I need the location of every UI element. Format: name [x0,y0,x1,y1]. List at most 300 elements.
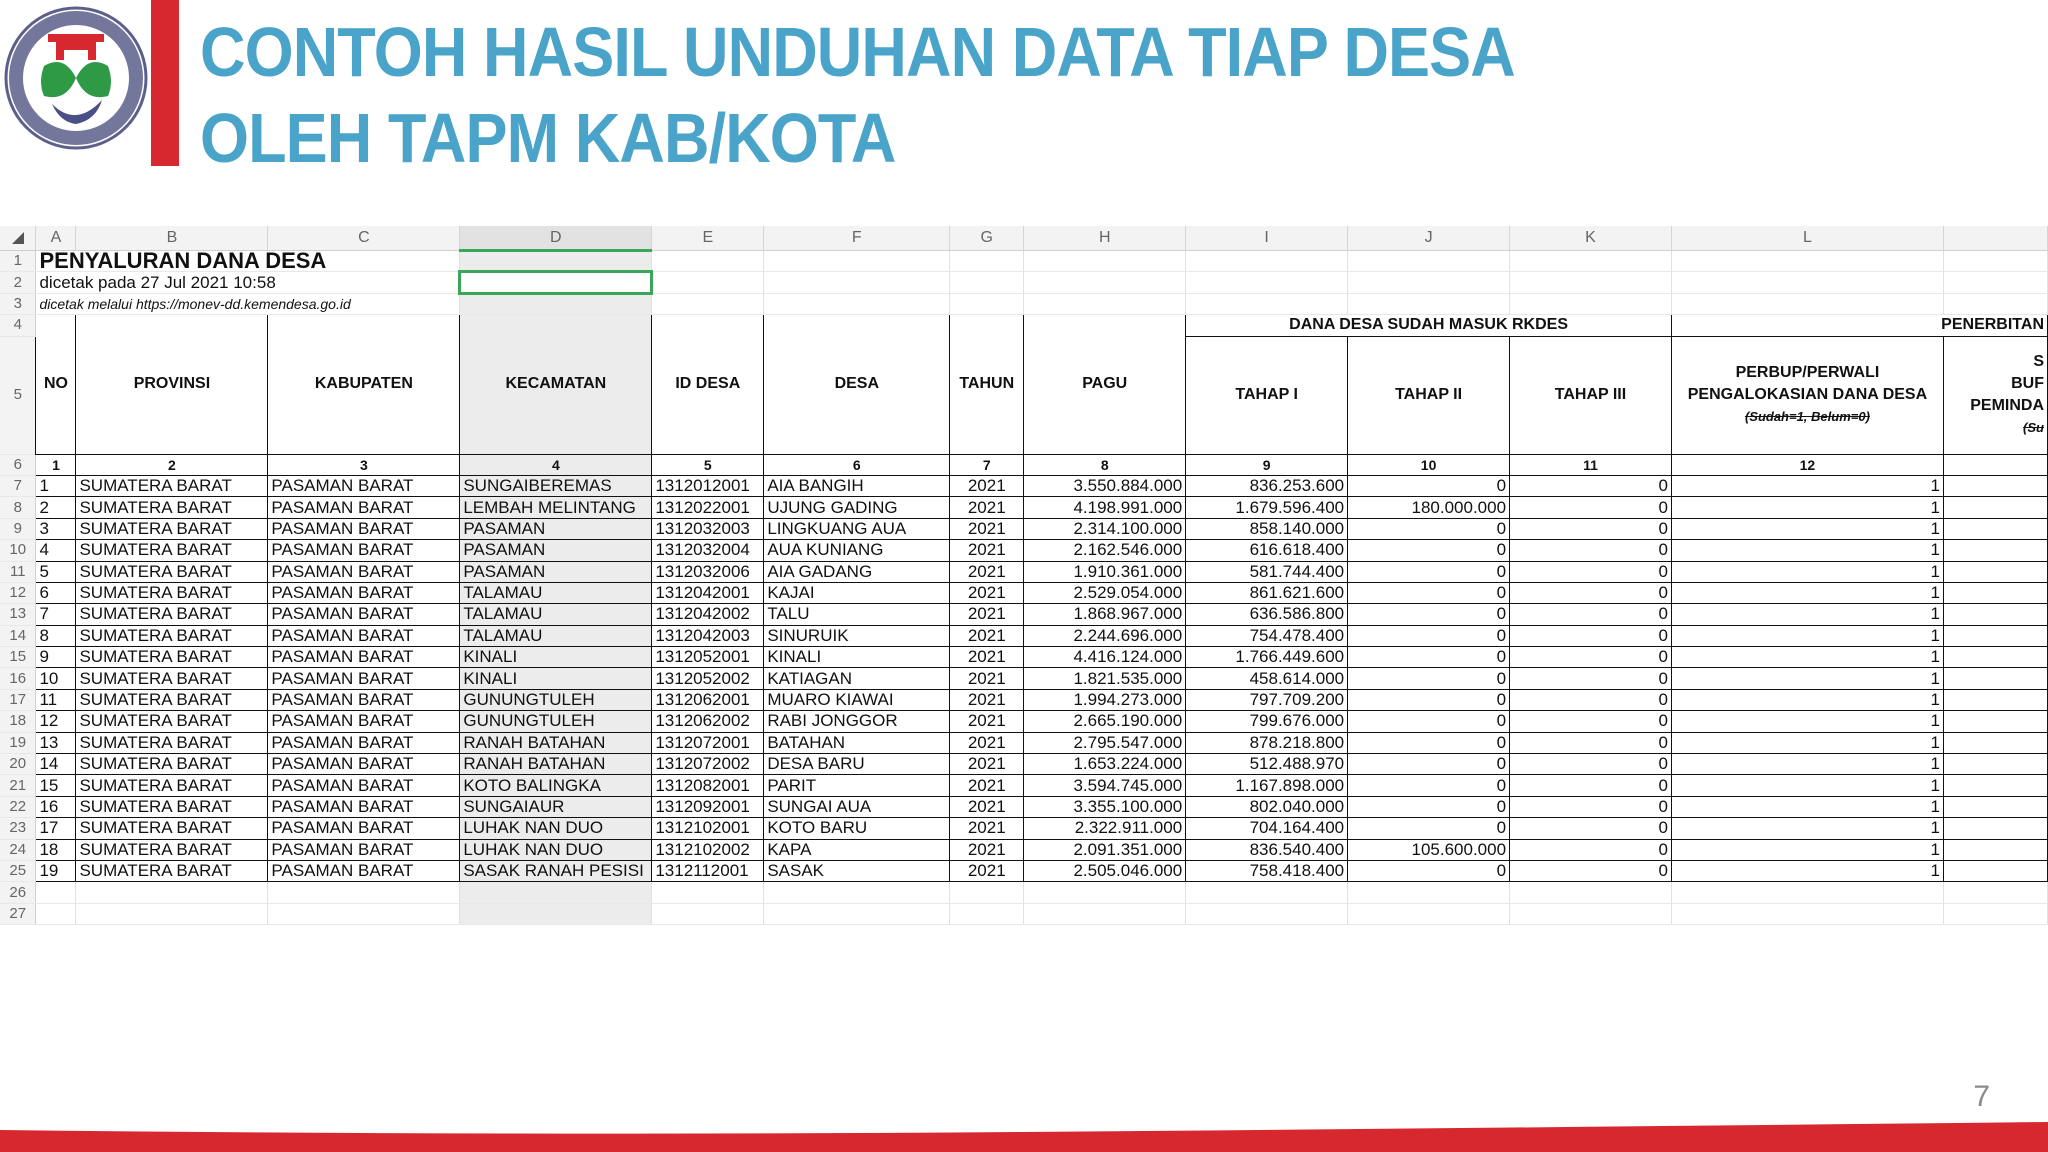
table-cell[interactable]: 1 [36,475,76,496]
grid-cell[interactable] [764,293,950,314]
table-cell[interactable]: SUMATERA BARAT [76,732,268,753]
table-cell[interactable]: TALAMAU [460,604,652,625]
table-cell[interactable]: RANAH BATAHAN [460,754,652,775]
table-cell[interactable] [1943,689,2047,710]
table-cell[interactable]: 16 [36,796,76,817]
table-cell[interactable]: 2021 [950,625,1024,646]
row-header[interactable]: 4 [0,315,36,336]
table-cell[interactable]: 1312032004 [652,540,764,561]
table-cell[interactable]: KATIAGAN [764,668,950,689]
table-cell[interactable]: TALAMAU [460,582,652,603]
table-row[interactable] [0,647,2048,668]
grid-cell[interactable] [1510,251,1672,272]
table-cell[interactable]: 2.505.046.000 [1024,860,1186,881]
grid-cell[interactable] [950,903,1024,924]
table-cell[interactable]: SUMATERA BARAT [76,647,268,668]
table-cell[interactable]: PASAMAN BARAT [268,625,460,646]
table-cell[interactable]: 1312042003 [652,625,764,646]
table-cell[interactable]: PASAMAN BARAT [268,754,460,775]
row-header[interactable]: 8 [0,497,36,518]
grid-cell[interactable] [1024,882,1186,903]
column-header-b[interactable]: B [76,226,268,251]
table-cell[interactable]: AUA KUNIANG [764,540,950,561]
table-cell[interactable]: 1 [1671,518,1943,539]
row-header[interactable]: 5 [0,336,36,454]
column-header-g[interactable]: G [950,226,1024,251]
table-cell[interactable] [1943,518,2047,539]
row-header[interactable]: 2 [0,272,36,293]
table-cell[interactable] [1943,497,2047,518]
grid-cell[interactable] [1671,272,1943,293]
grid-cell[interactable] [460,882,652,903]
column-index-number[interactable]: 4 [460,454,652,475]
table-cell[interactable]: 0 [1510,668,1672,689]
table-cell[interactable]: SUMATERA BARAT [76,860,268,881]
table-cell[interactable]: 2021 [950,711,1024,732]
table-cell[interactable]: 2021 [950,668,1024,689]
table-cell[interactable]: 1 [1671,540,1943,561]
table-cell[interactable]: PASAMAN BARAT [268,732,460,753]
grid-cell[interactable] [1186,251,1348,272]
table-cell[interactable]: 8 [36,625,76,646]
grid-cell[interactable] [1348,272,1510,293]
grid-cell[interactable] [764,882,950,903]
table-cell[interactable]: SUMATERA BARAT [76,582,268,603]
table-cell[interactable]: MUARO KIAWAI [764,689,950,710]
table-cell[interactable]: 616.618.400 [1186,540,1348,561]
table-cell[interactable] [1943,860,2047,881]
table-cell[interactable]: 758.418.400 [1186,860,1348,881]
table-row[interactable] [0,518,2048,539]
table-cell[interactable]: 2 [36,497,76,518]
grid-cell[interactable] [1943,272,2047,293]
grid-cell[interactable] [950,251,1024,272]
grid-cell[interactable] [764,903,950,924]
table-cell[interactable]: 1 [1671,796,1943,817]
table-cell[interactable]: 2021 [950,775,1024,796]
table-cell[interactable]: PASAMAN BARAT [268,540,460,561]
table-row[interactable] [0,711,2048,732]
grid-cell[interactable] [1348,903,1510,924]
table-cell[interactable]: 836.253.600 [1186,475,1348,496]
row-header[interactable]: 15 [0,647,36,668]
table-cell[interactable]: 5 [36,561,76,582]
table-cell[interactable]: 6 [36,582,76,603]
header-no[interactable]: NO [36,315,76,454]
grid-cell[interactable] [652,903,764,924]
table-cell[interactable]: 1312032006 [652,561,764,582]
table-cell[interactable]: 1 [1671,604,1943,625]
table-cell[interactable]: PASAMAN BARAT [268,818,460,839]
table-cell[interactable]: 1.994.273.000 [1024,689,1186,710]
table-cell[interactable]: KINALI [460,668,652,689]
row-header[interactable]: 17 [0,689,36,710]
column-index-number[interactable]: 12 [1671,454,1943,475]
group-header-rkdes[interactable]: DANA DESA SUDAH MASUK RKDES [1186,315,1672,336]
table-cell[interactable]: TALAMAU [460,625,652,646]
header-kabupaten[interactable]: KABUPATEN [268,315,460,454]
table-cell[interactable]: 0 [1348,540,1510,561]
spreadsheet-view[interactable] [0,226,2048,926]
header-tahap-3[interactable]: TAHAP III [1510,336,1672,454]
column-index-number[interactable]: 2 [76,454,268,475]
table-cell[interactable]: 4.416.124.000 [1024,647,1186,668]
table-cell[interactable]: 802.040.000 [1186,796,1348,817]
grid-cell[interactable] [1943,882,2047,903]
table-cell[interactable]: 4.198.991.000 [1024,497,1186,518]
header-tahun[interactable]: TAHUN [950,315,1024,454]
table-cell[interactable]: 1312042002 [652,604,764,625]
table-cell[interactable]: UJUNG GADING [764,497,950,518]
grid-cell[interactable] [950,272,1024,293]
row-header[interactable]: 11 [0,561,36,582]
table-cell[interactable]: 458.614.000 [1186,668,1348,689]
table-cell[interactable]: DESA BARU [764,754,950,775]
table-cell[interactable]: 1 [1671,711,1943,732]
table-cell[interactable]: 1.653.224.000 [1024,754,1186,775]
table-cell[interactable]: 1.766.449.600 [1186,647,1348,668]
table-cell[interactable]: 1 [1671,732,1943,753]
table-cell[interactable]: 14 [36,754,76,775]
table-cell[interactable]: PASAMAN BARAT [268,604,460,625]
table-cell[interactable]: 0 [1348,796,1510,817]
table-cell[interactable]: 2.314.100.000 [1024,518,1186,539]
grid-cell[interactable] [1671,293,1943,314]
column-header-e[interactable]: E [652,226,764,251]
column-index-number[interactable]: 7 [950,454,1024,475]
table-cell[interactable]: PASAMAN [460,540,652,561]
table-cell[interactable]: 1312042001 [652,582,764,603]
table-cell[interactable]: 105.600.000 [1348,839,1510,860]
column-index-number[interactable]: 10 [1348,454,1510,475]
table-cell[interactable]: 878.218.800 [1186,732,1348,753]
column-header-a[interactable]: A [36,226,76,251]
table-cell[interactable]: 1 [1671,561,1943,582]
table-cell[interactable]: LEMBAH MELINTANG [460,497,652,518]
table-cell[interactable]: SASAK RANAH PESISI [460,860,652,881]
table-cell[interactable]: 1312022001 [652,497,764,518]
table-cell[interactable]: PASAMAN [460,561,652,582]
table-cell[interactable]: PASAMAN BARAT [268,711,460,732]
table-cell[interactable]: PASAMAN BARAT [268,647,460,668]
column-index-number[interactable]: 1 [36,454,76,475]
table-cell[interactable]: KINALI [460,647,652,668]
grid-cell[interactable] [76,903,268,924]
table-cell[interactable]: 19 [36,860,76,881]
row-header[interactable]: 26 [0,882,36,903]
table-row[interactable] [0,839,2048,860]
table-cell[interactable]: PASAMAN BARAT [268,518,460,539]
spreadsheet-grid[interactable] [0,226,2048,925]
printed-date[interactable]: dicetak pada 27 Jul 2021 10:58 [36,272,460,293]
table-cell[interactable]: 1 [1671,754,1943,775]
table-cell[interactable]: 1 [1671,497,1943,518]
table-cell[interactable]: SUMATERA BARAT [76,518,268,539]
table-cell[interactable] [1943,839,2047,860]
header-provinsi[interactable]: PROVINSI [76,315,268,454]
table-cell[interactable]: 1.167.898.000 [1186,775,1348,796]
table-cell[interactable]: 17 [36,818,76,839]
grid-cell[interactable] [764,251,950,272]
table-row[interactable] [0,668,2048,689]
table-cell[interactable]: SUMATERA BARAT [76,604,268,625]
grid-cell[interactable] [1024,272,1186,293]
table-cell[interactable]: GUNUNGTULEH [460,711,652,732]
table-row[interactable] [0,754,2048,775]
grid-cell[interactable] [950,293,1024,314]
table-cell[interactable]: 3.594.745.000 [1024,775,1186,796]
row-header[interactable]: 13 [0,604,36,625]
table-row[interactable] [0,818,2048,839]
table-cell[interactable]: 0 [1510,518,1672,539]
table-cell[interactable]: SUMATERA BARAT [76,711,268,732]
table-cell[interactable]: 0 [1510,497,1672,518]
grid-cell[interactable] [652,272,764,293]
column-header-h[interactable]: H [1024,226,1186,251]
table-cell[interactable]: 0 [1510,711,1672,732]
table-cell[interactable]: 3.550.884.000 [1024,475,1186,496]
table-cell[interactable]: 1312082001 [652,775,764,796]
grid-cell[interactable] [1186,272,1348,293]
table-cell[interactable]: KAJAI [764,582,950,603]
grid-cell[interactable] [1943,293,2047,314]
printed-source-url[interactable]: dicetak melalui https://monev-dd.kemendesa.go.id [36,293,460,314]
header-pagu[interactable]: PAGU [1024,315,1186,454]
table-cell[interactable] [1943,647,2047,668]
table-cell[interactable]: 0 [1348,625,1510,646]
row-header[interactable]: 19 [0,732,36,753]
table-cell[interactable]: 3.355.100.000 [1024,796,1186,817]
table-cell[interactable]: 704.164.400 [1186,818,1348,839]
table-cell[interactable] [1943,818,2047,839]
row-header[interactable]: 12 [0,582,36,603]
table-cell[interactable]: 13 [36,732,76,753]
table-row[interactable] [0,796,2048,817]
table-row[interactable] [0,775,2048,796]
table-cell[interactable]: 0 [1348,732,1510,753]
table-row[interactable] [0,860,2048,881]
header-id-desa[interactable]: ID DESA [652,315,764,454]
grid-cell[interactable] [460,903,652,924]
table-cell[interactable]: 2.244.696.000 [1024,625,1186,646]
header-tahap-1[interactable]: TAHAP I [1186,336,1348,454]
grid-cell[interactable] [76,882,268,903]
table-cell[interactable]: SUMATERA BARAT [76,475,268,496]
table-cell[interactable]: 799.676.000 [1186,711,1348,732]
table-cell[interactable]: LINGKUANG AUA [764,518,950,539]
table-cell[interactable]: 2.091.351.000 [1024,839,1186,860]
table-cell[interactable]: 2021 [950,754,1024,775]
grid-cell[interactable] [268,903,460,924]
column-header-c[interactable]: C [268,226,460,251]
table-cell[interactable]: 12 [36,711,76,732]
header-perbup[interactable] [1671,336,1943,454]
grid-cell[interactable] [1671,882,1943,903]
table-cell[interactable]: 0 [1348,775,1510,796]
row-header[interactable]: 23 [0,818,36,839]
header-tahap-2[interactable]: TAHAP II [1348,336,1510,454]
table-cell[interactable]: 861.621.600 [1186,582,1348,603]
table-cell[interactable]: 0 [1348,561,1510,582]
table-cell[interactable]: 1 [1671,647,1943,668]
table-cell[interactable]: 0 [1510,625,1672,646]
table-cell[interactable]: 0 [1510,839,1672,860]
table-cell[interactable] [1943,754,2047,775]
table-cell[interactable]: PARIT [764,775,950,796]
table-cell[interactable]: 1 [1671,860,1943,881]
table-cell[interactable]: 2021 [950,860,1024,881]
grid-cell[interactable] [1943,454,2047,475]
table-cell[interactable]: SUMATERA BARAT [76,754,268,775]
table-cell[interactable] [1943,604,2047,625]
header-next-column[interactable] [1943,336,2047,454]
table-cell[interactable]: 18 [36,839,76,860]
row-header[interactable]: 6 [0,454,36,475]
table-cell[interactable]: 1.821.535.000 [1024,668,1186,689]
table-cell[interactable]: 1.910.361.000 [1024,561,1186,582]
grid-cell[interactable] [1943,251,2047,272]
column-header-d[interactable]: D [460,226,652,251]
table-cell[interactable] [1943,711,2047,732]
table-row[interactable] [0,540,2048,561]
header-kecamatan[interactable]: KECAMATAN [460,315,652,454]
table-cell[interactable]: 0 [1348,518,1510,539]
row-header[interactable]: 1 [0,251,36,272]
table-cell[interactable]: 7 [36,604,76,625]
table-cell[interactable]: 2021 [950,796,1024,817]
table-cell[interactable] [1943,668,2047,689]
table-cell[interactable]: 0 [1348,754,1510,775]
table-cell[interactable]: 1 [1671,689,1943,710]
grid-cell[interactable] [1348,251,1510,272]
table-cell[interactable]: 2021 [950,689,1024,710]
grid-cell[interactable] [1024,293,1186,314]
row-header[interactable]: 21 [0,775,36,796]
table-cell[interactable]: RANAH BATAHAN [460,732,652,753]
grid-cell[interactable] [1024,251,1186,272]
table-cell[interactable]: 797.709.200 [1186,689,1348,710]
table-cell[interactable] [1943,625,2047,646]
table-cell[interactable]: RABI JONGGOR [764,711,950,732]
table-cell[interactable]: 1312032003 [652,518,764,539]
table-cell[interactable]: 0 [1510,561,1672,582]
table-cell[interactable] [1943,582,2047,603]
table-row[interactable] [0,497,2048,518]
table-cell[interactable]: PASAMAN BARAT [268,475,460,496]
table-cell[interactable]: 9 [36,647,76,668]
table-cell[interactable]: SINURUIK [764,625,950,646]
table-cell[interactable]: 1.679.596.400 [1186,497,1348,518]
table-cell[interactable]: 1 [1671,475,1943,496]
column-index-number[interactable]: 9 [1186,454,1348,475]
table-cell[interactable]: 1312072001 [652,732,764,753]
table-row[interactable] [0,689,2048,710]
table-cell[interactable]: 0 [1348,604,1510,625]
table-cell[interactable]: 2021 [950,732,1024,753]
row-header[interactable]: 9 [0,518,36,539]
table-cell[interactable]: 1312112001 [652,860,764,881]
table-cell[interactable]: PASAMAN BARAT [268,582,460,603]
grid-cell[interactable] [1186,882,1348,903]
selected-cell-d2[interactable] [460,272,652,293]
table-cell[interactable]: 0 [1348,582,1510,603]
table-cell[interactable]: 1312062002 [652,711,764,732]
table-cell[interactable]: SUMATERA BARAT [76,818,268,839]
table-cell[interactable]: SUMATERA BARAT [76,796,268,817]
table-cell[interactable]: 0 [1348,860,1510,881]
column-index-number[interactable]: 6 [764,454,950,475]
table-cell[interactable] [1943,732,2047,753]
table-cell[interactable] [1943,775,2047,796]
grid-cell[interactable] [1671,903,1943,924]
table-cell[interactable]: 0 [1510,540,1672,561]
grid-cell[interactable] [1510,882,1672,903]
column-header-i[interactable]: I [1186,226,1348,251]
table-cell[interactable]: KINALI [764,647,950,668]
row-header[interactable]: 7 [0,475,36,496]
table-cell[interactable]: GUNUNGTULEH [460,689,652,710]
table-cell[interactable]: 0 [1348,475,1510,496]
grid-cell[interactable] [460,251,652,272]
table-cell[interactable]: LUHAK NAN DUO [460,818,652,839]
table-cell[interactable]: 1 [1671,818,1943,839]
table-cell[interactable]: SASAK [764,860,950,881]
grid-cell[interactable] [764,272,950,293]
grid-cell[interactable] [36,903,76,924]
column-header-f[interactable]: F [764,226,950,251]
table-cell[interactable]: PASAMAN BARAT [268,860,460,881]
table-cell[interactable]: 2021 [950,818,1024,839]
grid-cell[interactable] [1186,903,1348,924]
column-header-m[interactable] [1943,226,2047,251]
table-row[interactable] [0,475,2048,496]
grid-cell[interactable] [652,251,764,272]
table-cell[interactable]: SUNGAIAUR [460,796,652,817]
table-cell[interactable]: 2021 [950,497,1024,518]
table-cell[interactable]: KAPA [764,839,950,860]
table-cell[interactable]: 2021 [950,561,1024,582]
table-cell[interactable]: 0 [1348,668,1510,689]
table-cell[interactable]: SUMATERA BARAT [76,540,268,561]
table-cell[interactable]: 3 [36,518,76,539]
table-cell[interactable]: 2021 [950,647,1024,668]
table-cell[interactable]: 581.744.400 [1186,561,1348,582]
table-row[interactable] [0,582,2048,603]
table-cell[interactable]: 1 [1671,839,1943,860]
table-cell[interactable]: 0 [1348,711,1510,732]
grid-cell[interactable] [1348,882,1510,903]
table-cell[interactable] [1943,540,2047,561]
column-index-number[interactable]: 8 [1024,454,1186,475]
table-cell[interactable]: 4 [36,540,76,561]
table-cell[interactable]: 11 [36,689,76,710]
table-cell[interactable]: SUMATERA BARAT [76,497,268,518]
table-cell[interactable]: 0 [1348,689,1510,710]
table-cell[interactable]: PASAMAN [460,518,652,539]
select-all-corner[interactable] [0,226,36,251]
table-cell[interactable]: SUMATERA BARAT [76,839,268,860]
table-cell[interactable]: 2021 [950,604,1024,625]
table-cell[interactable]: AIA GADANG [764,561,950,582]
table-cell[interactable]: PASAMAN BARAT [268,497,460,518]
grid-cell[interactable] [268,882,460,903]
table-cell[interactable]: 0 [1510,689,1672,710]
table-cell[interactable]: 1312092001 [652,796,764,817]
table-cell[interactable]: AIA BANGIH [764,475,950,496]
table-cell[interactable]: 0 [1510,732,1672,753]
table-cell[interactable]: 1312012001 [652,475,764,496]
grid-cell[interactable] [1186,293,1348,314]
